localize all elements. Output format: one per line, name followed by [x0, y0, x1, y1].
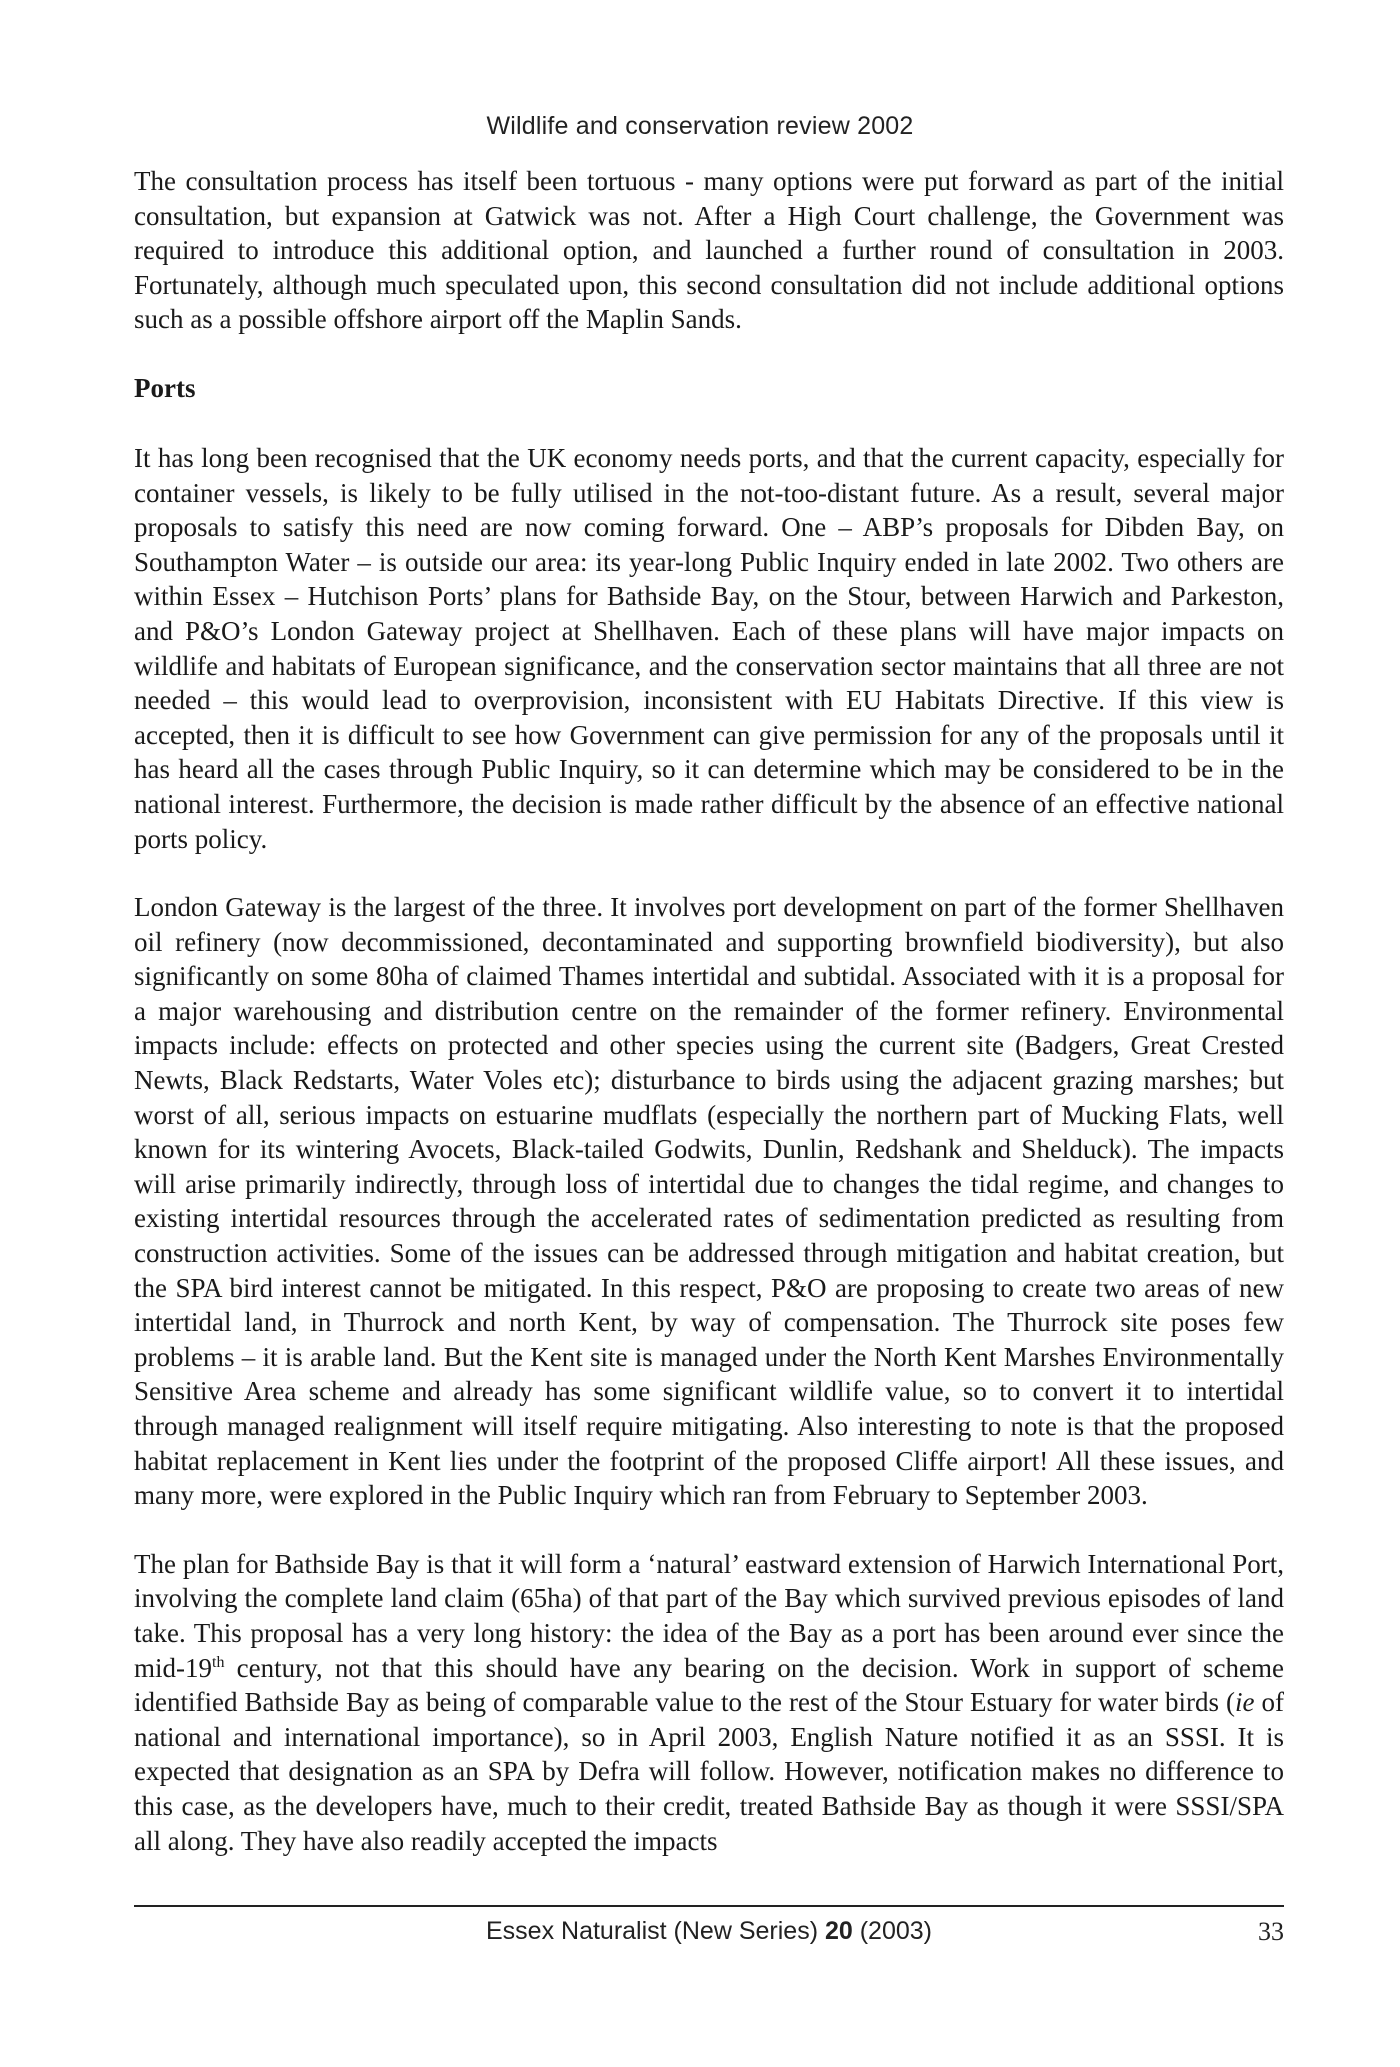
article-body — [134, 164, 1284, 1892]
text-run: century, not that this should have any bearing on the decision. Work in support of scheme identified Bathside Bay as being of comparable value to the rest of the Stour Estuary for water birds ( — [134, 1652, 1284, 1718]
journal-name: Essex Naturalist (New Series) — [485, 1917, 819, 1945]
journal-citation — [134, 1917, 1284, 1946]
footer-rule — [134, 1905, 1284, 1907]
paragraph-london-gateway: London Gateway is the largest of the three. It involves port development on part of the former Shellhaven oil refinery (now decommissioned, decontaminated and supporting brownfield biodiversity), but also significantly on some 80ha of claimed Thames intertidal and subtidal. Associated with it is a proposal for a major warehousing and distribution centre on the remainder of the former refinery. Environmental impacts include: effects on protected and other species using the current site (Badgers, Great Crested Newts, Black Redstarts, Water Voles etc); disturbance to birds using the adjacent grazing marshes; but worst of all, serious impacts on estuarine mudflats (especially the northern part of Mucking Flats, well known for its wintering Avocets, Black-tailed Godwits, Dunlin, Redshank and Shelduck). The impacts will arise primarily indirectly, through loss of intertidal due to changes the tidal regime, and changes to existing intertidal resources through the accelerated rates of sedimentation predicted as resulting from construction activities. Some of the issues can be addressed through mitigation and habitat creation, but the SPA bird interest cannot be mitigated. In this respect, P&O are proposing to create two areas of new intertidal land, in Thurrock and north Kent, by way of compensation. The Thurrock site poses few problems – it is arable land. But the Kent site is managed under the North Kent Marshes Environmentally Sensitive Area scheme and already has some significant wildlife value, so to convert it to intertidal through managed realignment will itself require mitigating. Also interesting to note is that the proposed habitat replacement in Kent lies under the footprint of the proposed Cliffe airport! All these issues, and many more, were explored in the Public Inquiry which ran from February to September 2003. — [134, 892, 1284, 1511]
paragraph-ports-overview: It has long been recognised that the UK economy needs ports, and that the current capacity, especially for container vessels, is likely to be fully utilised in the not-too-distant future. As a result, several major proposals to satisfy this need are now coming forward. One – ABP’s proposals for Dibden Bay, on Southampton Water – is outside our area: its year-long Public Inquiry ended in late 2002. Two others are within Essex – Hutchison Ports’ plans for Bathside Bay, on the Stour, between Harwich and Parkeston, and P&O’s London Gateway project at Shellhaven. Each of these plans will have major impacts on wildlife and habitats of European significance, and the conservation sector maintains that all three are not needed – this would lead to overprovision, inconsistent with EU Habitats Directive. If this view is accepted, then it is difficult to see how Government can give permission for any of the proposals until it has heard all the cases through Public Inquiry, so it can determine which may be considered to be in the national interest. Furthermore, the decision is made rather difficult by the absence of an effective national ports policy. — [134, 442, 1284, 854]
page-footer — [134, 1917, 1284, 1951]
running-header: Wildlife and conservation review 2002 — [486, 112, 914, 140]
journal-year: (2003) — [859, 1917, 932, 1945]
section-heading-ports: Ports — [134, 372, 196, 403]
text-run: of national and international importance), so in April 2003, English Nature notified it as an SSSI. It is expected that designation as an SPA by Defra will follow. However, notification makes no difference to this case, as the developers have, much to their credit, treated Bathside Bay as though it were SSSI/SPA all along. They have also readily accepted the impacts — [134, 1687, 1284, 1856]
paragraph-bathside-bay — [134, 1547, 1284, 1858]
journal-volume: 20 — [824, 1917, 853, 1945]
page-number: 33 — [1258, 1917, 1284, 1946]
text-run: The plan for Bathside Bay is that it will form a ‘natural’ eastward extension of Harwich International Port, involving the complete land claim (65ha) of that part of the Bay which survived previous episodes of land take. This proposal has a very long history: the idea of the Bay as a port has been around ever since the mid-19 — [134, 1548, 1284, 1683]
italic-term: ie — [1234, 1687, 1255, 1718]
paragraph-consultation: The consultation process has itself been tortuous - many options were put forward as part of the initial consultation, but expansion at Gatwick was not. After a High Court challenge, the Government was required to introduce this additional option, and launched a further round of consultation in 2003. Fortunately, although much speculated upon, this second consultation did not include additional options such as a possible offshore airport off the Maplin Sands. — [134, 166, 1284, 335]
ordinal-superscript: th — [212, 1653, 225, 1671]
